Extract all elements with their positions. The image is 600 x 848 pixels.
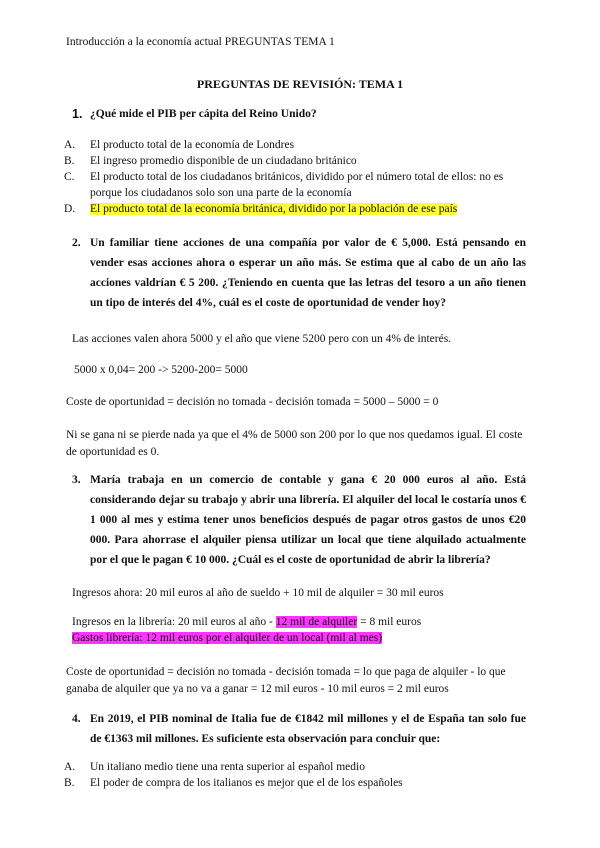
page-title: PREGUNTAS DE REVISIÓN: TEMA 1 [196, 77, 404, 91]
question-4-text: En 2019, el PIB nominal de Italia fue de €1842 mil millones y el de España tan solo fue de €1363 mil millones. Es suficiente esta observación para concluir que: [90, 713, 526, 745]
q2-answer-line-3: Coste de oportunidad = decisión no tomada - decisión tomada = 5000 – 5000 = 0 [66, 396, 439, 408]
question-1-text: ¿Qué mide el PIB per cápita del Reino Unido? [90, 108, 317, 120]
q1-option-d-text-highlighted: El producto total de la economía británica, dividido por la población de ese país [90, 203, 458, 215]
q4-option-b-letter: B. [64, 777, 75, 789]
q1-option-d-letter: D. [64, 203, 76, 215]
q1-option-c-letter: C. [64, 171, 75, 183]
q3-answer-line-2-highlight: 12 mil de alquiler [275, 616, 358, 628]
q3-answer-line-2-start: Ingresos en la librería: 20 mil euros al año - [72, 616, 276, 628]
q4-option-b [64, 775, 526, 791]
q1-option-a-text: El producto total de la economía de Londres [90, 139, 295, 151]
question-4 [72, 709, 526, 749]
q2-answer-line-2: 5000 x 0,04= 200 -> 5200-200= 5000 [74, 364, 248, 376]
q4-option-a [64, 759, 526, 775]
q1-option-d [64, 201, 526, 217]
q3-answer-line-1: Ingresos ahora: 20 mil euros al año de sueldo + 10 mil de alquiler = 30 mil euros [72, 587, 444, 599]
q1-option-c-text: El producto total de los ciudadanos británicos, dividido por el número total de ellos: no es porque los ciudadanos solo son una parte de la economía [90, 171, 504, 199]
q4-option-a-letter: A. [64, 761, 76, 773]
q3-answer-line-2-end: = 8 mil euros [357, 616, 422, 628]
q2-answer-line-1: Las acciones valen ahora 5000 y el año que viene 5200 pero con un 4% de interés. [72, 333, 452, 345]
q1-option-b-text: El ingreso promedio disponible de un ciudadano británico [90, 155, 357, 167]
question-3-text: María trabaja en un comercio de contable y gana € 20 000 euros al año. Está considerando dejar su trabajo y abrir una librería. El alquiler del local le costaría unos € 1 000 al mes y estima tener unos beneficios después de pagar otros gastos de unos €20 000. Para ahorrase el alquiler piensa utilizar un local que tiene alquilado actualmente por el que le pagan € 10 000. ¿Cuál es el coste de oportunidad de abrir la librería? [90, 474, 526, 566]
question-2-number: 2. [72, 237, 81, 249]
q4-option-b-text: El poder de compra de los italianos es mejor que el de los españoles [90, 777, 403, 789]
question-3-number: 3. [72, 474, 81, 486]
q3-answer-line-2 [72, 614, 542, 631]
q1-option-a [64, 137, 526, 153]
q2-answer-line-4: Ni se gana ni se pierde nada ya que el 4% de 5000 son 200 por lo que nos quedamos igual. El coste de oportunidad es 0. [66, 429, 523, 458]
question-4-number: 4. [72, 713, 81, 725]
question-3 [72, 470, 526, 570]
question-1 [72, 104, 526, 124]
q3-answer-line-3 [72, 630, 542, 647]
page-header: Introducción a la economía actual PREGUNTAS TEMA 1 [66, 36, 335, 48]
q4-option-a-text: Un italiano medio tiene una renta superior al español medio [90, 761, 365, 773]
q3-answer-line-4: Coste de oportunidad = decisión no tomada - decisión tomada = lo que paga de alquiler - lo que ganaba de alquiler que ya no va a ganar = 12 mil euros - 10 mil euros = 2 mil euros [66, 666, 506, 695]
q1-option-a-letter: A. [64, 139, 76, 151]
question-2 [72, 233, 526, 313]
question-1-number: 1. [72, 107, 83, 121]
question-2-text: Un familiar tiene acciones de una compañía por valor de € 5,000. Está pensando en vender esas acciones ahora o esperar un año más. Se estima que al cabo de un año las acciones valdrían € 5 200. ¿Teniendo en cuenta que las letras del tesoro a un año tienen un tipo de interés del 4%, cuál es el coste de oportunidad de vender hoy? [90, 237, 526, 309]
q3-answer-line-3-highlight: Gastos librería: 12 mil euros por el alquiler de un local (mil al mes) [72, 632, 383, 644]
q1-option-b-letter: B. [64, 155, 75, 167]
q1-option-b [64, 153, 526, 169]
q1-option-c [64, 169, 526, 201]
